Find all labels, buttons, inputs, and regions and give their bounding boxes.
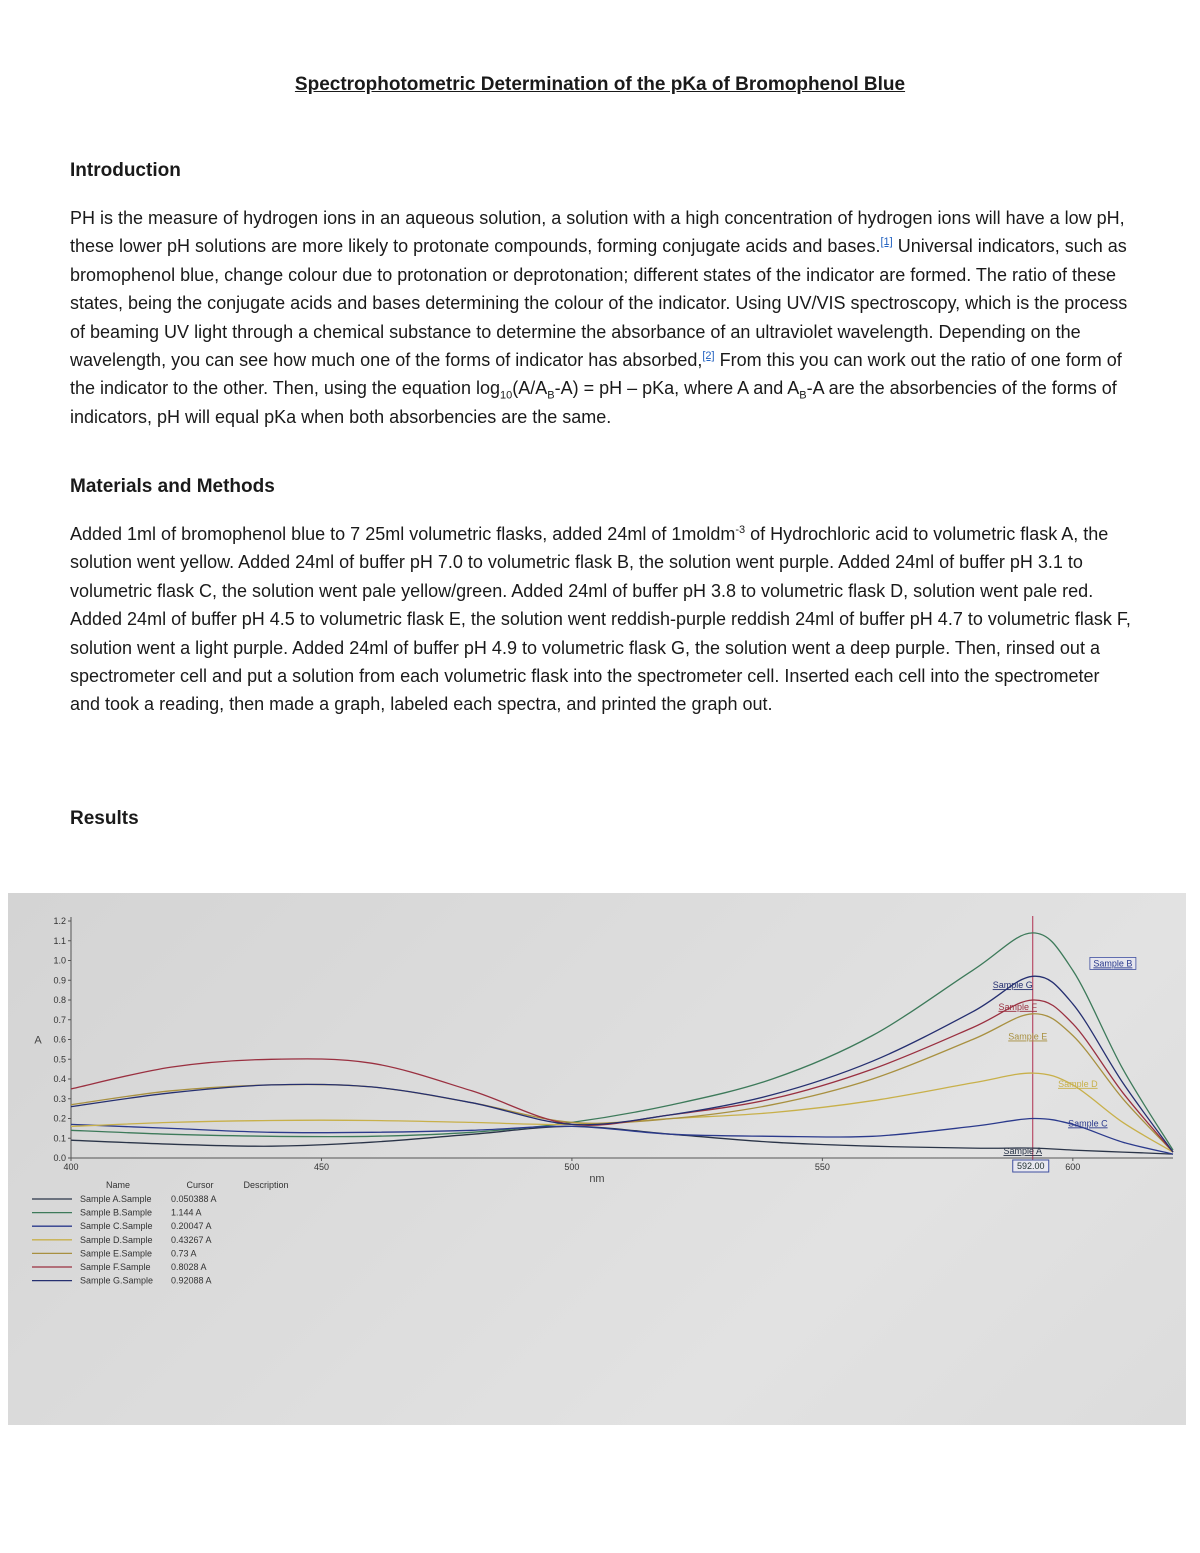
absorbance-spectra-chart <box>8 893 1186 1425</box>
y-tick-label: 1.1 <box>53 935 66 946</box>
methods-heading: Materials and Methods <box>70 476 275 497</box>
legend-row-name: Sample G.Sample <box>80 1275 154 1286</box>
log-subscript: 10 <box>499 390 513 403</box>
y-tick-label: 0.2 <box>53 1113 66 1124</box>
legend-row-name: Sample D.Sample <box>80 1234 153 1245</box>
x-tick-label: 450 <box>313 1162 329 1172</box>
intro-text-1: PH is the measure of hydrogen ions in an aqueous solution, a solution with a high concentration of hydrogen ions will have a low pH, these lower pH solutions are more likely to protonate compounds, forming conjugate acids and bases. <box>70 208 1125 257</box>
methods-text-1: Added 1ml of bromophenol blue to 7 25ml volumetric flasks, added 24ml of 1moldm <box>70 524 736 544</box>
legend-row-name: Sample E.Sample <box>80 1248 153 1259</box>
legend-header-name: Name <box>105 1180 131 1190</box>
page-title: Spectrophotometric Determination of the pKa of Bromophenol Blue <box>294 74 906 95</box>
y-tick-label: 0.7 <box>53 1014 66 1025</box>
y-tick-label: 1.2 <box>53 916 66 926</box>
methods-text-2: of Hydrochloric acid to volumetric flask A, the solution went yellow. Added 24ml of buffer pH 7.0 to volumetric flask B, the solution went purple. Added 24ml of buffer pH 3.1 to volumetric flask C, the solution went pale yellow/green. Added 24ml of buffer pH 3.8 to volumetric flask D, solution went pale red. Added 24ml of buffer pH 4.5 to volumetric flask E, the solution went reddish-purple reddish 24ml of buffer pH 4.7 to volumetric flask F, solution went a light purple. Added 24ml of buffer pH 4.9 to volumetric flask G, the solution went a deep purple. Then, rinsed out a spectrometer cell and put a solution from each volumetric flask into the spectrometer cell. Inserted each cell into the spectrometer and took a reading, then made a graph, labeled each spectra, and printed the graph out. <box>70 524 1131 715</box>
introduction-heading: Introduction <box>70 160 181 181</box>
y-tick-label: 0.0 <box>53 1153 66 1163</box>
methods-paragraph <box>70 520 1132 719</box>
legend-row-cursor: 0.73 A <box>171 1248 197 1259</box>
curve-label: Sample C <box>1068 1118 1108 1129</box>
curve-label: Sample F <box>998 1001 1037 1012</box>
series-line-sample-d <box>71 1073 1173 1152</box>
reference-link-2[interactable]: [2] <box>702 350 715 363</box>
y-tick-label: 0.5 <box>53 1054 66 1065</box>
cursor-readout: 592.00 <box>1016 1161 1045 1171</box>
y-tick-label: 0.6 <box>53 1034 66 1045</box>
x-tick-label: 550 <box>814 1162 830 1172</box>
legend-row-cursor: 0.20047 A <box>171 1221 212 1232</box>
legend-row-name: Sample C.Sample <box>80 1221 153 1232</box>
intro-text-2: Universal indicators, such as bromophenol blue, change colour due to protonation or deprotonation; different states of the indicator are formed. The ratio of these states, being the conjugate acids and bases determining the colour of the indicator. Using UV/VIS spectroscopy, which is the process of beaming UV light through a chemical substance to determine the absorbance of an ultraviolet wavelength. Depending on the wavelength, you can see how much one of the forms of indicator has absorbed, <box>70 236 1128 371</box>
curve-label: Sample G <box>992 980 1033 991</box>
y-tick-label: 1.0 <box>53 955 66 966</box>
curve-label: Sample B <box>1093 958 1133 969</box>
y-tick-label: 0.3 <box>53 1093 66 1104</box>
legend-header-cursor: Cursor <box>186 1180 214 1190</box>
curve-label: Sample D <box>1058 1078 1098 1089</box>
x-tick-label: 400 <box>63 1162 79 1172</box>
y-axis-title: A <box>34 1034 42 1047</box>
legend-row-name: Sample A.Sample <box>80 1194 152 1204</box>
legend-row-cursor: 0.8028 A <box>171 1262 207 1272</box>
intro-text-3: From this you can work out the ratio of one form of the indicator to the other. Then, using the equation log <box>70 350 1122 399</box>
legend-row-name: Sample F.Sample <box>80 1262 151 1272</box>
legend-row-cursor: 0.050388 A <box>171 1194 217 1204</box>
y-tick-label: 0.4 <box>53 1074 66 1084</box>
legend-row-cursor: 1.144 A <box>171 1207 202 1218</box>
x-tick-label: 600 <box>1065 1162 1081 1172</box>
curve-label: Sample E <box>1008 1031 1048 1042</box>
legend-row-cursor: 0.43267 A <box>171 1234 212 1245</box>
intro-text-6: -A are the absorbencies of the forms of indicators, pH will equal pKa when both absorbencies are the same. <box>70 378 1117 427</box>
y-tick-label: 0.1 <box>53 1133 66 1144</box>
subscript-b-1: B <box>547 390 555 403</box>
y-tick-label: 0.9 <box>53 975 66 986</box>
intro-text-4: (A/A <box>512 378 548 399</box>
legend-row-name: Sample B.Sample <box>80 1207 153 1218</box>
legend-row-cursor: 0.92088 A <box>171 1275 212 1286</box>
series-line-sample-b <box>71 933 1173 1150</box>
subscript-b-2: B <box>799 390 807 403</box>
y-tick-label: 0.8 <box>53 995 66 1005</box>
introduction-paragraph <box>70 204 1132 431</box>
reference-link-1[interactable]: [1] <box>880 236 893 249</box>
intro-text-5: -A) = pH – pKa, where A and A <box>554 378 800 399</box>
spectra-photo <box>8 893 1186 1425</box>
x-axis-title: nm <box>589 1173 605 1185</box>
x-tick-label: 500 <box>564 1162 580 1172</box>
curve-label: Sample A <box>1003 1146 1042 1157</box>
unit-superscript: -3 <box>735 524 746 536</box>
legend-header-description: Description <box>243 1180 289 1190</box>
results-heading: Results <box>70 808 139 829</box>
